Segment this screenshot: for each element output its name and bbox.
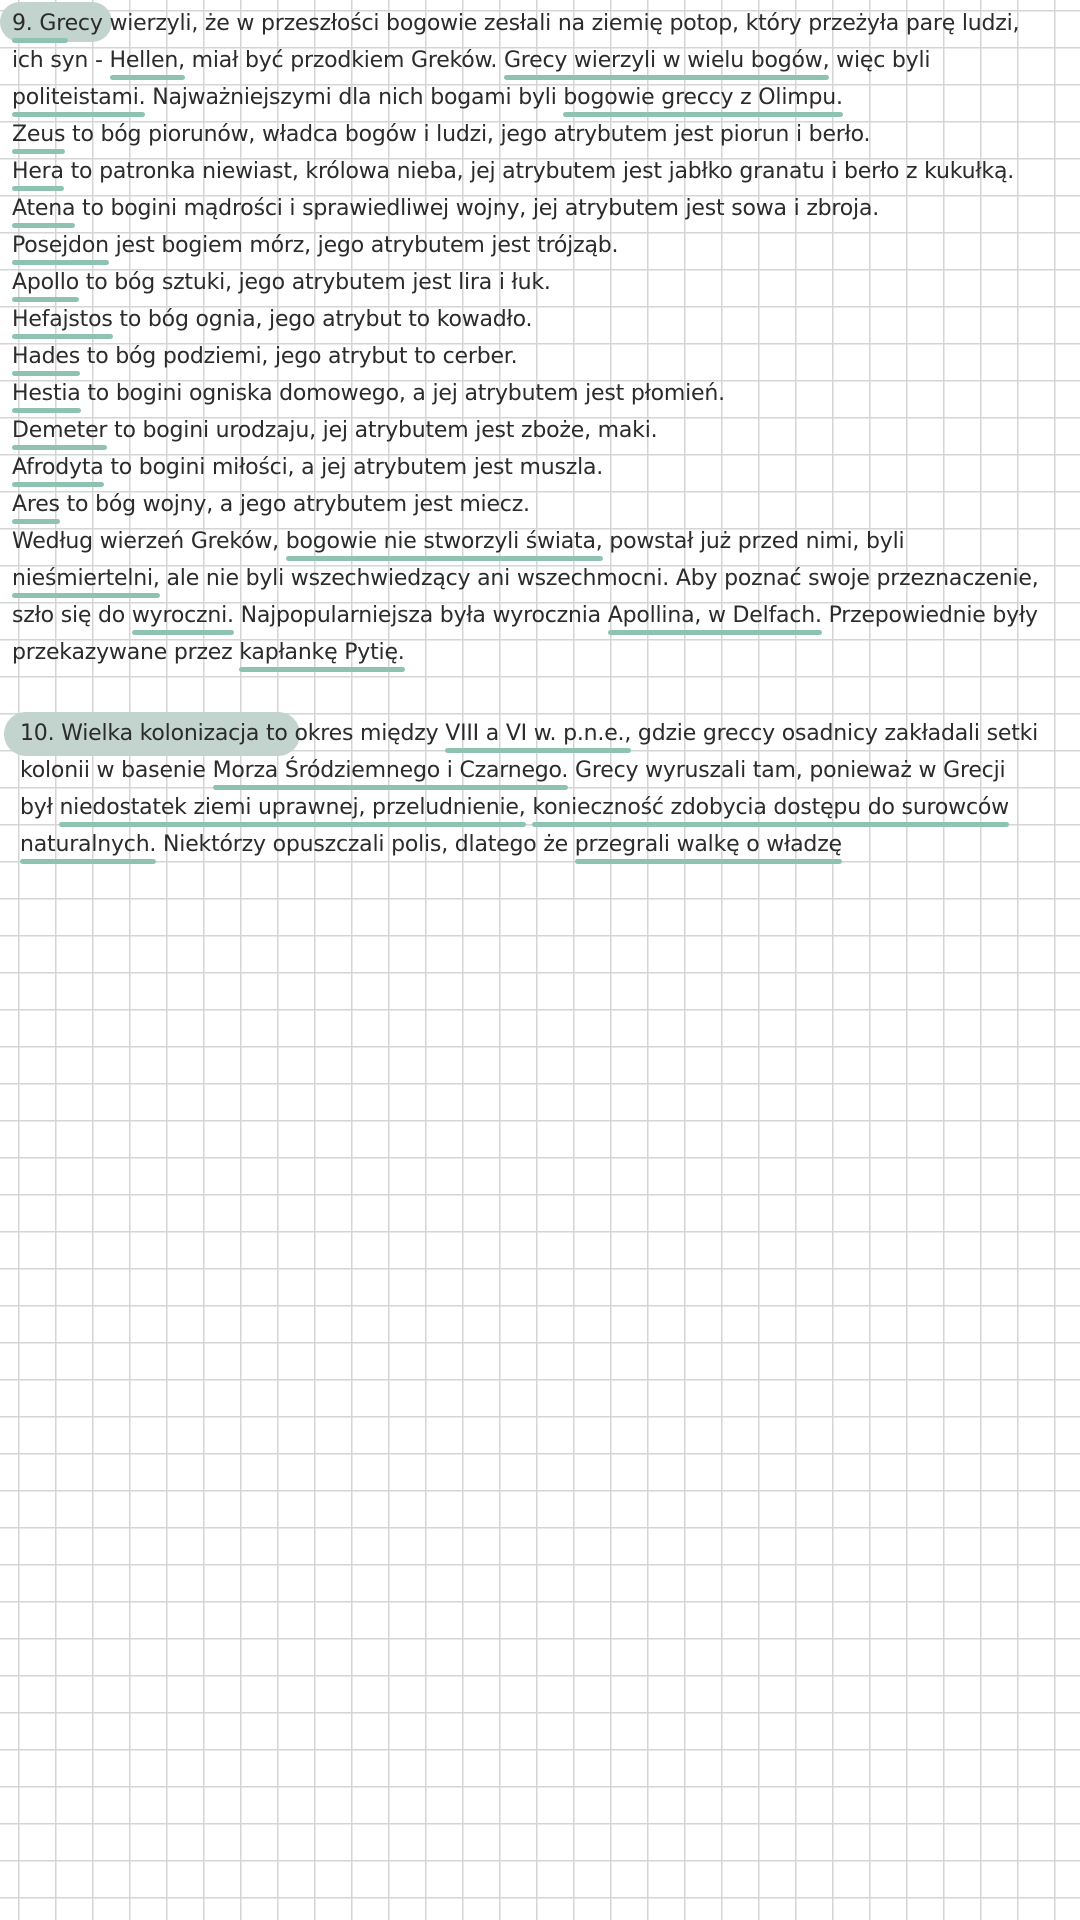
text-run: to bogini ogniska domowego, a jej atrybutem jest płomień.	[80, 381, 725, 406]
text-run: Najpopularniejsza była wyrocznia	[233, 603, 608, 628]
highlighted-term: bogowie nie stworzyli świata,	[285, 529, 603, 554]
text-line	[12, 47, 930, 75]
text-run: miał być przodkiem Greków.	[184, 48, 504, 73]
text-line	[20, 757, 1005, 785]
text-run: to bóg wojny, a jego atrybutem jest miecz.	[59, 492, 530, 517]
text-run: Najważniejszymi dla nich bogami byli	[145, 85, 564, 110]
text-line	[20, 831, 842, 859]
god-name: Zeus	[12, 122, 66, 147]
god-name: Posejdon	[12, 233, 109, 258]
text-run: więc byli	[829, 48, 931, 73]
text-line	[12, 269, 551, 297]
text-run: to bogini miłości, a jej atrybutem jest muszla.	[103, 455, 604, 480]
god-name: Hestia	[12, 381, 81, 406]
text-run: to bogini mądrości i sprawiedliwej wojny, jej atrybutem jest sowa i zbroja.	[75, 196, 880, 221]
text-run: to bóg ognia, jego atrybut to kowadło.	[112, 307, 533, 332]
god-name: Ares	[12, 492, 60, 517]
highlighted-term: niedostatek ziemi uprawnej, przeludnienie,	[59, 795, 526, 820]
text-line	[12, 158, 1014, 186]
text-run: powstał już przed nimi, byli	[602, 529, 905, 554]
text-run: ale nie byli wszechwiedzący ani wszechmocni. Aby poznać swoje przeznaczenie,	[159, 566, 1039, 591]
text-line	[20, 720, 1038, 748]
text-line	[12, 380, 725, 408]
highlighted-term: Apollina, w Delfach.	[607, 603, 822, 628]
text-run: ich syn -	[12, 48, 110, 73]
text-line	[12, 491, 530, 519]
highlighted-term: politeistami.	[12, 85, 146, 110]
text-run: to bogini urodzaju, jej atrybutem jest zboże, maki.	[107, 418, 658, 443]
text-run: Według wierzeń Greków,	[12, 529, 286, 554]
text-line	[12, 306, 532, 334]
highlighted-term: VIII a VI w. p.n.e.,	[445, 721, 632, 746]
highlighted-term: bogowie greccy z Olimpu.	[563, 85, 843, 110]
text-line	[12, 121, 870, 149]
highlighted-term: kapłankę Pytię.	[239, 640, 405, 665]
text-run: Przepowiednie były	[821, 603, 1038, 628]
highlighted-term: nieśmiertelni,	[12, 566, 160, 591]
text-line	[12, 232, 618, 260]
text-run: był	[20, 795, 60, 820]
highlighted-term: Hellen,	[109, 48, 185, 73]
text-run: Grecy wyruszali tam, ponieważ w Grecji	[568, 758, 1006, 783]
highlighted-term: wyroczni.	[131, 603, 234, 628]
god-name: Hefajstos	[12, 307, 113, 332]
text-run: gdzie greccy osadnicy zakładali setki	[631, 721, 1039, 746]
text-run: szło się do	[12, 603, 132, 628]
text-run: to bóg sztuki, jego atrybutem jest lira i łuk.	[78, 270, 551, 295]
text-line	[20, 794, 1009, 822]
text-run: to bóg podziemi, jego atrybut to cerber.	[80, 344, 518, 369]
text-run: to patronka niewiast, królowa nieba, jej atrybutem jest jabłko granatu i berło z kukułką.	[63, 159, 1015, 184]
text-line	[12, 10, 1019, 38]
text-run: przekazywane przez	[12, 640, 240, 665]
god-name: Atena	[12, 196, 76, 221]
highlighted-term: Grecy wierzyli w wielu bogów,	[503, 48, 830, 73]
text-line	[12, 454, 603, 482]
section-10-title: 10. Wielka kolonizacja to	[20, 721, 288, 746]
text-line	[12, 84, 843, 112]
god-name: Hera	[12, 159, 64, 184]
highlighted-term: naturalnych.	[20, 832, 157, 857]
text-run	[526, 795, 533, 820]
section-9-number: 9. Grecy	[12, 11, 103, 36]
text-line	[12, 528, 904, 556]
god-name: Afrodyta	[12, 455, 104, 480]
text-line	[12, 639, 405, 667]
text-line	[12, 602, 1038, 630]
god-name: Apollo	[12, 270, 79, 295]
highlighted-term: konieczność zdobycia dostępu do surowców	[532, 795, 1009, 820]
text-run: to bóg piorunów, władca bogów i ludzi, jego atrybutem jest piorun i berło.	[65, 122, 871, 147]
text-line	[12, 195, 879, 223]
text-line	[12, 417, 657, 445]
highlighted-term: przegrali walkę o władzę	[574, 832, 842, 857]
god-name: Demeter	[12, 418, 108, 443]
text-line	[12, 343, 517, 371]
text-run: Niektórzy opuszczali polis, dlatego że	[156, 832, 575, 857]
text-run: okres między	[287, 721, 446, 746]
god-name: Hades	[12, 344, 80, 369]
text-run: jest bogiem mórz, jego atrybutem jest trójząb.	[108, 233, 619, 258]
text-run: wierzyli, że w przeszłości bogowie zesłali na ziemię potop, który przeżyła parę ludzi,	[102, 11, 1020, 36]
highlighted-term: Morza Śródziemnego i Czarnego.	[212, 758, 569, 783]
text-run: kolonii w basenie	[20, 758, 213, 783]
text-line	[12, 565, 1039, 593]
